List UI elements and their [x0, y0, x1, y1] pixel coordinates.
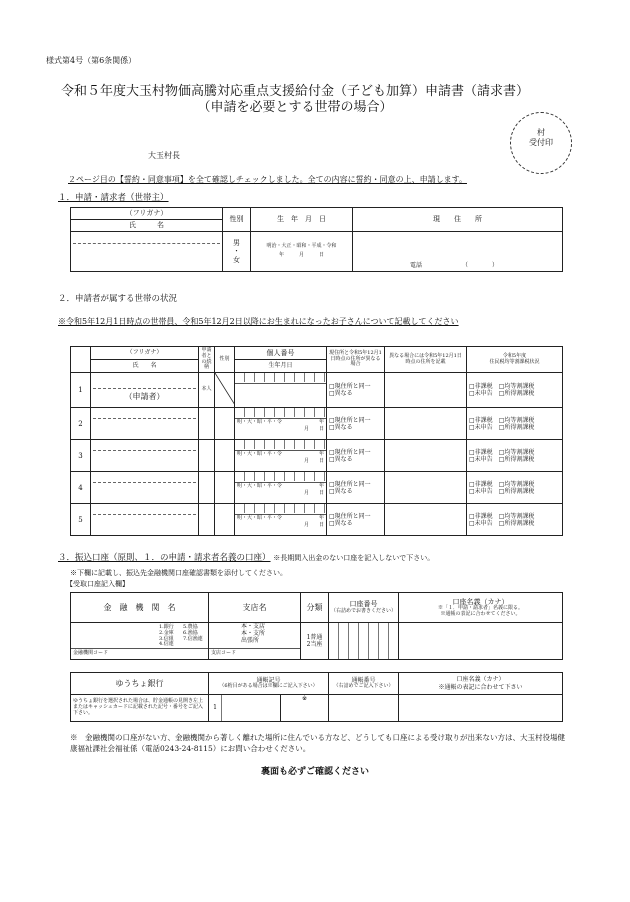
- yucho-symbol-header-cell: [209, 673, 329, 695]
- household-row: [71, 373, 563, 408]
- hh-num-header: [71, 347, 91, 373]
- section3-instruction: ※下欄に記載し、振込先金融機関口座確認書類を添付してください。: [70, 569, 287, 577]
- same-address-checkbox[interactable]: □現住所と同一: [329, 480, 371, 488]
- section2-title: ２．申請者が属する世帯の状況: [58, 294, 178, 304]
- same-address-checkbox[interactable]: □現住所と同一: [329, 416, 371, 424]
- male-option[interactable]: 男: [233, 238, 240, 247]
- hh-prev-address-input[interactable]: [385, 373, 467, 408]
- hh-birth-header: 生年月日: [235, 360, 327, 373]
- s1-sex-choice[interactable]: [223, 232, 251, 272]
- yucho-label: ゆうちょ銀行: [71, 673, 209, 695]
- account-header-note: （右詰めでお書きください）: [331, 607, 397, 614]
- same-address-checkbox[interactable]: □現住所と同一: [329, 383, 371, 390]
- hh-prev-address-input[interactable]: [385, 408, 467, 440]
- month-label: 月: [303, 426, 309, 433]
- account-header: 口座番号: [349, 600, 378, 609]
- section2-note: ※令和5年12月1日時点の世帯員、令和5年12月2日以降にお生まれになったお子さんについて記載してください: [58, 317, 459, 326]
- hh-relation-input[interactable]: [199, 440, 215, 472]
- idnum-boxes[interactable]: [235, 408, 326, 419]
- form-subtitle: （申請を必要とする世帯の場合）: [197, 100, 393, 115]
- s1-name-header: 氏 名: [71, 220, 223, 232]
- branch-types[interactable]: 本・支店 本・支所 出張所: [241, 623, 266, 645]
- yucho-holder-note: ※通帳の表記に合わせて下さい: [438, 683, 523, 691]
- s1-furigana-header: （フリガナ）: [71, 208, 223, 220]
- unfiled-checkbox[interactable]: □未申告: [469, 455, 493, 463]
- addressee: 大玉村長: [148, 151, 180, 160]
- nontax-checkbox[interactable]: □非課税: [469, 448, 493, 456]
- holder-input[interactable]: [399, 623, 563, 660]
- kintou-checkbox[interactable]: □均等割課税: [498, 480, 535, 488]
- unfiled-checkbox[interactable]: □未申告: [469, 423, 493, 431]
- shotoku-checkbox[interactable]: □所得割課税: [498, 519, 535, 527]
- yucho-holder-header: 口座名義（カナ）: [456, 676, 505, 684]
- unfiled-checkbox[interactable]: □未申告: [469, 487, 493, 495]
- back-reminder: 裏面も必ずご確認ください: [260, 767, 369, 777]
- yucho-symbol-note: （6桁目がある場合は※欄にご記入下さい）: [219, 683, 318, 690]
- yucho-holder-input[interactable]: [399, 695, 563, 722]
- year-label: 年: [318, 515, 324, 522]
- hh-tax-choice[interactable]: [467, 440, 563, 472]
- household-row: [71, 440, 563, 472]
- yucho-number-note: （右詰めでご記入下さい）: [333, 683, 394, 690]
- hh-name-input[interactable]: [91, 440, 199, 472]
- touza-option[interactable]: 2当座: [306, 641, 323, 648]
- diff-address-checkbox[interactable]: □異なる: [329, 455, 353, 463]
- era-options[interactable]: 明・大・昭・平・令: [237, 419, 283, 426]
- hh-idnum-input[interactable]: [235, 408, 327, 440]
- bank-name-input[interactable]: [71, 623, 209, 660]
- section3-bracket: 【受取口座記入欄】: [66, 580, 129, 588]
- kintou-checkbox[interactable]: □均等割課税: [498, 383, 535, 390]
- type-header: 分類: [301, 593, 329, 623]
- hh-address-choice[interactable]: [327, 504, 385, 536]
- idnum-boxes[interactable]: [235, 472, 326, 483]
- s1-era-options[interactable]: 明治・大正・昭和・平成・令和: [266, 243, 337, 250]
- hh-name-input[interactable]: [91, 504, 199, 536]
- hh-relation-input[interactable]: [199, 504, 215, 536]
- s1-sex-header: 性別: [223, 208, 251, 232]
- day-label: 日: [318, 426, 324, 433]
- same-address-checkbox[interactable]: □現住所と同一: [329, 512, 371, 520]
- same-address-checkbox[interactable]: □現住所と同一: [329, 448, 371, 456]
- hh-sex-header: 性別: [215, 347, 235, 373]
- day-label: 日: [318, 490, 324, 497]
- era-options[interactable]: 明・大・昭・平・令: [237, 515, 283, 522]
- hh-furigana-header: （フリガナ）: [91, 347, 199, 360]
- nontax-checkbox[interactable]: □非課税: [469, 416, 493, 424]
- household-row: [71, 504, 563, 536]
- holder-header-note1: ※「１．申請・請求者」名義に限る。: [437, 604, 523, 611]
- hh-sex-input[interactable]: [215, 472, 235, 504]
- yucho-number-header-cell: [329, 673, 399, 695]
- hh-idnum-header: 個人番号: [235, 347, 327, 360]
- row-number: 3: [71, 440, 91, 472]
- hh-tax-choice[interactable]: [467, 408, 563, 440]
- reception-stamp-circle: [510, 112, 572, 174]
- hh-relation-header: 申請者との続柄: [199, 347, 215, 373]
- hh-address-header: 現住所と令和5年12月1日時点の住所が異なる場合: [327, 347, 385, 373]
- footnote: ※ 金融機関の口座がない方、金融機関から著しく離れた場所に住んでいる方など、どうしても口座による受け取りが出来ない方は、大玉村役場健康福祉課社会福祉係（電話0243-24-8115）にお問い合わせください。: [70, 733, 565, 753]
- nontax-checkbox[interactable]: □非課税: [469, 383, 493, 390]
- era-options[interactable]: 明・大・昭・平・令: [237, 483, 283, 490]
- month-label: 月: [303, 490, 309, 497]
- pledge-statement: ２ページ目の【誓約・同意事項】を全て確認しチェックしました。全ての内容に誓約・同意の上、申請します。: [68, 175, 467, 184]
- kintou-checkbox[interactable]: □均等割課税: [498, 512, 535, 520]
- phone-label: 電話: [410, 261, 423, 269]
- account-header-cell: [329, 593, 399, 623]
- hh-prev-address-input[interactable]: [385, 504, 467, 536]
- hh-idnum-input[interactable]: [235, 440, 327, 472]
- hh-tax-header: [467, 347, 563, 373]
- phone-input[interactable]: （ ）: [461, 261, 498, 269]
- section1-title: １．申請・請求者（世帯主）: [58, 193, 169, 203]
- hh-sex-input[interactable]: [215, 408, 235, 440]
- shotoku-checkbox[interactable]: □所得割課税: [498, 455, 535, 463]
- hh-prev-address-input[interactable]: [385, 440, 467, 472]
- year-label: 年: [318, 419, 324, 426]
- yucho-number-input[interactable]: [329, 695, 399, 722]
- stamp-line1: 村: [537, 128, 545, 137]
- shotoku-checkbox[interactable]: □所得割課税: [498, 487, 535, 495]
- hh-tax-choice[interactable]: [467, 373, 563, 408]
- shotoku-checkbox[interactable]: □所得割課税: [498, 423, 535, 431]
- hh-tax-choice[interactable]: [467, 504, 563, 536]
- hh-diff-header: 異なる場合には令和5年12月1日時点の住所を記載: [385, 347, 467, 373]
- branch-input[interactable]: [209, 623, 301, 660]
- section3-header: [58, 553, 434, 563]
- shotoku-checkbox[interactable]: □所得割課税: [498, 390, 535, 398]
- yucho-symbol-input[interactable]: [209, 695, 281, 722]
- branch-code-label: 支店コード: [211, 650, 237, 657]
- diff-address-checkbox[interactable]: □異なる: [329, 487, 353, 495]
- month-label: 月: [303, 458, 309, 465]
- idnum-boxes[interactable]: [235, 440, 326, 451]
- bank-type-col2[interactable]: 5.農協 6.漁協 7.信漁連: [183, 624, 203, 642]
- section3-title: ３．振込口座（原則、１．の申請・請求者名義の口座）: [58, 553, 271, 563]
- kintou-checkbox[interactable]: □均等割課税: [498, 448, 535, 456]
- day-label: 日: [318, 522, 324, 529]
- s1-name-input[interactable]: [71, 232, 223, 272]
- s1-birth-input[interactable]: [251, 232, 353, 272]
- nontax-checkbox[interactable]: □非課税: [469, 512, 493, 520]
- bank-name-header: 金 融 機 関 名: [71, 593, 209, 623]
- account-number-input[interactable]: [329, 623, 399, 660]
- diff-address-checkbox[interactable]: □異なる: [329, 519, 353, 527]
- hh-address-choice[interactable]: [327, 408, 385, 440]
- row-number: 4: [71, 472, 91, 504]
- holder-header-note2: ※通帳の表記に合わせてください。: [440, 610, 521, 617]
- year-label: 年: [318, 483, 324, 490]
- yucho-symbol-prefix: 1: [209, 695, 222, 721]
- diff-address-checkbox[interactable]: □異なる: [329, 423, 353, 431]
- hh-relation-input[interactable]: [199, 408, 215, 440]
- s1-address-header: 現 住 所: [353, 208, 563, 232]
- row-number: 1: [71, 373, 91, 408]
- bank-type-col1[interactable]: 1.銀行 2.金庫 3.信組 4.信連: [159, 624, 174, 648]
- female-option[interactable]: 女: [233, 255, 240, 264]
- applicant-table: [70, 207, 563, 272]
- sex-separator: ・: [233, 247, 240, 256]
- form-title: 令和５年度大玉村物価高騰対応重点支援給付金（子ども加算）申請書（請求書）: [60, 84, 529, 99]
- yucho-sixth-digit[interactable]: ※: [281, 695, 329, 722]
- hh-tax-choice[interactable]: [467, 472, 563, 504]
- bank-table: [70, 592, 563, 660]
- month-label: 月: [303, 522, 309, 529]
- hh-address-choice[interactable]: [327, 373, 385, 408]
- row-number: 5: [71, 504, 91, 536]
- unfiled-checkbox[interactable]: □未申告: [469, 519, 493, 527]
- hh-sex-input[interactable]: [215, 373, 235, 408]
- futsu-option[interactable]: 1普通: [306, 633, 323, 641]
- idnum-boxes[interactable]: [235, 504, 326, 515]
- section3-title-note: ※長期間入出金のない口座を記入しないで下さい。: [273, 554, 435, 562]
- idnum-boxes[interactable]: [235, 373, 326, 384]
- hh-idnum-input[interactable]: [235, 504, 327, 536]
- yucho-instruction: ゆうちょ銀行を選択された場合は、貯金通帳の見開き左上またはキャッシュカードに記載された記号・番号をご記入下さい。: [71, 695, 209, 722]
- bank-code-label: 金融機関コード: [73, 650, 109, 657]
- hh-name-input[interactable]: [91, 373, 199, 408]
- hh-tax-header-line1: 令和5年度: [502, 352, 527, 359]
- holder-header: 口座名義（カナ）: [452, 597, 509, 606]
- stamp-line2: 受付印: [529, 137, 553, 147]
- hh-sex-input[interactable]: [215, 504, 235, 536]
- form-id: 様式第4号（第6条関係）: [46, 56, 137, 65]
- era-options[interactable]: 明・大・昭・平・令: [237, 451, 283, 458]
- hh-relation-input[interactable]: [199, 472, 215, 504]
- diagonal-strike: [215, 373, 235, 405]
- yucho-holder-header-cell: [399, 673, 563, 695]
- yucho-number-header: 通帳番号: [351, 677, 376, 685]
- diff-address-checkbox[interactable]: □異なる: [329, 390, 353, 398]
- kintou-checkbox[interactable]: □均等割課税: [498, 416, 535, 424]
- s1-address-input[interactable]: [353, 232, 563, 272]
- yucho-table: [70, 672, 563, 722]
- hh-name-header: 氏 名: [91, 360, 199, 373]
- hh-address-choice[interactable]: [327, 440, 385, 472]
- s1-ymd-labels: 年 月 日: [278, 252, 324, 258]
- hh-idnum-input[interactable]: [235, 472, 327, 504]
- household-table: [70, 346, 563, 536]
- hh-prev-address-input[interactable]: [385, 472, 467, 504]
- s1-birth-header: 生 年 月 日: [251, 208, 353, 232]
- relation-self: 本人: [199, 373, 215, 408]
- household-row: [71, 472, 563, 504]
- day-label: 日: [318, 458, 324, 465]
- holder-header-cell: [399, 593, 563, 623]
- hh-idnum-input[interactable]: [235, 373, 327, 408]
- hh-name-input[interactable]: [91, 408, 199, 440]
- row-number: 2: [71, 408, 91, 440]
- branch-header: 支店名: [209, 593, 301, 623]
- hh-name-input[interactable]: [91, 472, 199, 504]
- account-type-choice[interactable]: [301, 623, 329, 660]
- hh-tax-header-line2: 住民税均等割課税状況: [489, 358, 540, 365]
- yucho-symbol-header: 通帳記号: [256, 677, 281, 685]
- hh-address-choice[interactable]: [327, 472, 385, 504]
- unfiled-checkbox[interactable]: □未申告: [469, 390, 493, 398]
- year-label: 年: [318, 451, 324, 458]
- hh-sex-input[interactable]: [215, 440, 235, 472]
- nontax-checkbox[interactable]: □非課税: [469, 480, 493, 488]
- household-row: [71, 408, 563, 440]
- applicant-label: （申請者）: [124, 392, 165, 402]
